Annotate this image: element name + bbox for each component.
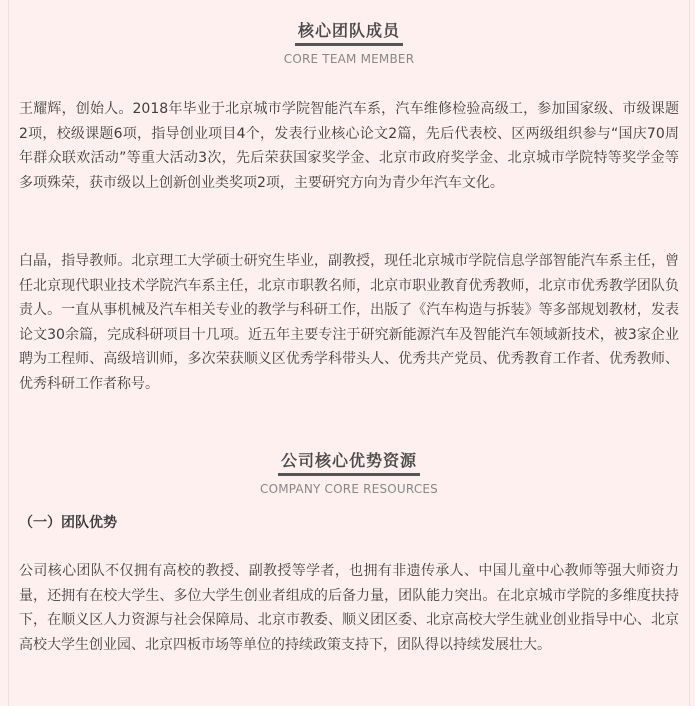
team-section-subtitle: CORE TEAM MEMBER [283,52,415,66]
resources-section-subtitle: COMPANY CORE RESOURCES [259,482,439,496]
member-bio-advisor: 白晶，指导教师。北京理工大学硕士研究生毕业，副教授，现任北京城市学院信息学部智能汽车系主任，曾任北京现代职业技术学院汽车系主任，北京市职教名师，北京市职业教育优秀教师，北京市优秀教学团队负责人。一直从事机械及汽车相关专业的教学与科研工作，出版了《汽车构造与拆装》等多部规划教材，发表论文30余篇，完成科研项目十几项。近五年主要专注于研究新能源汽车及智能汽车领域新技术，被3家企业聘为工程师、高级培训师，多次荣获顺义区优秀学科带头人、优秀共产党员、优秀教育工作者、优秀教师、优秀科研工作者称号。 [19,253,679,392]
resources-section-header [9,448,689,496]
team-section-header [9,18,689,66]
team-section-title: 核心团队成员 [295,18,403,46]
page-content [8,0,690,706]
resources-section-title: 公司核心优势资源 [278,448,420,476]
team-advantage-heading: （一）团队优势 [19,515,117,531]
member-bio-founder: 王耀辉，创始人。2018年毕业于北京城市学院智能汽车系，汽车维修检验高级工，参加国家级、市级课题2项，校级课题6项，指导创业项目4个，发表行业核心论文2篇，先后代表校、区两级组织参与“国庆70周年群众联欢活动”等重大活动3次，先后荣获国家奖学金、北京市政府奖学金、北京城市学院特等奖学金等多项殊荣，获市级以上创新创业类奖项2项，主要研究方向为青少年汽车文化。 [19,101,679,191]
team-advantage-body: 公司核心团队不仅拥有高校的教授、副教授等学者，也拥有非遗传承人、中国儿童中心教师等强大师资力量，还拥有在校大学生、多位大学生创业者组成的后备力量，团队能力突出。在北京城市学院的多维度扶持下，在顺义区人力资源与社会保障局、北京市教委、顺义团区委、北京高校大学生就业创业指导中心、北京高校大学生创业园、北京四板市场等单位的持续政策支持下，团队得以持续发展壮大。 [19,563,679,653]
